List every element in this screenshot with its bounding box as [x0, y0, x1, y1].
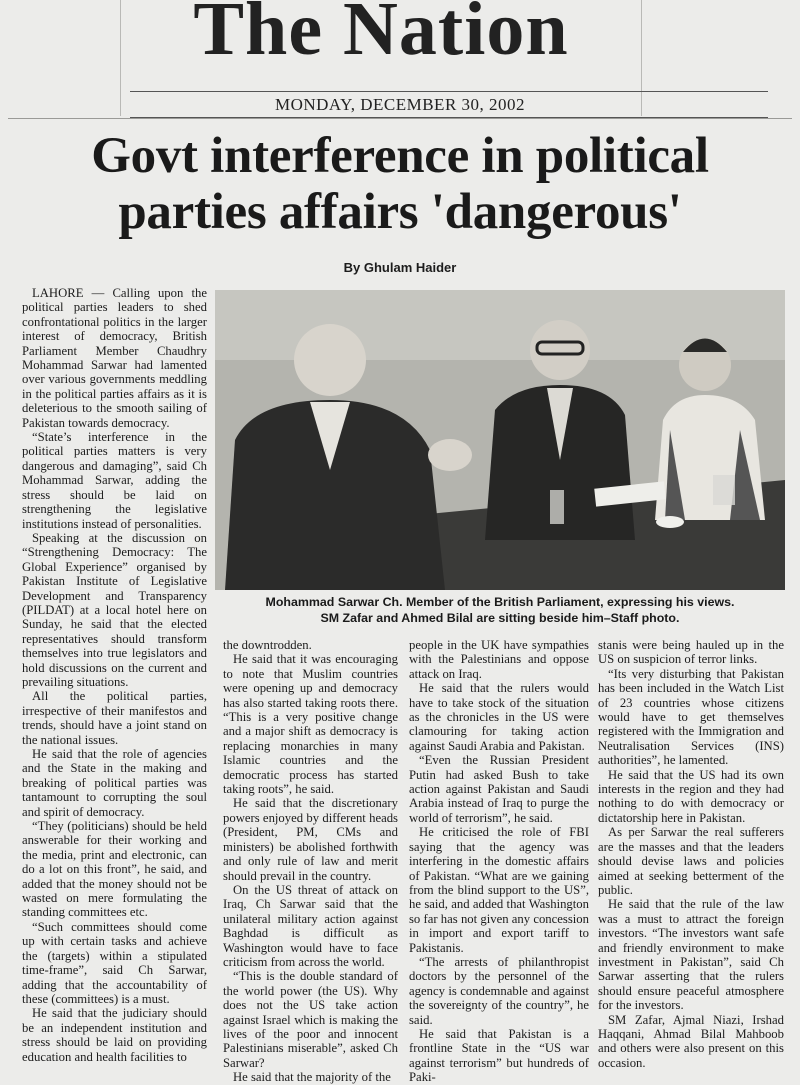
article-paragraph: “State’s interference in the political parties matters is very dangerous and damaging”, said Ch Mohammad Sarwar, adding the stress should be laid on strengthening the legislative institutions instead of personalities.	[22, 430, 207, 531]
article-paragraph: He said that the rulers would have to take stock of the situation as the chronicles in the US were clamouring for taking action against Saudi Arabia and Pakistan.	[409, 681, 589, 753]
article-paragraph: people in the UK have sympathies with the Palestinians and oppose attack on Iraq.	[409, 638, 589, 681]
article-paragraph: As per Sarwar the real sufferers are the masses and that the leaders should devise laws and policies aimed at seeking betterment of the public.	[598, 825, 784, 897]
dateline: MONDAY, DECEMBER 30, 2002	[274, 95, 526, 114]
article-paragraph: He said that Pakistan is a frontline State in the “US war against terrorism” but hundreds of Paki-	[409, 1026, 589, 1085]
headline	[30, 128, 770, 240]
article-column-2	[223, 638, 398, 1085]
article-paragraph: the downtrodden.	[223, 638, 312, 652]
newspaper-title: The Nation	[193, 0, 569, 71]
article-paragraph: “This is the double standard of the world power (the US). Why does not the US take action against Israel which is making the lives of the poor and innocent Palestinians miserable”, asked Ch Sarwar?	[223, 969, 398, 1070]
article-paragraph: He said that it was encouraging to note that Muslim countries were opening up and democracy has also started taking roots there. “This is a very positive change and a major shift as democracy is replacing monarchies in many Islamic countries and the democratic process has started taking roots”, he said.	[223, 652, 398, 797]
article-paragraph: He said that the US had its own interests in the region and they had nothing to do with democracy or dictatorship here in Pakistan.	[598, 767, 784, 825]
article-column-3	[409, 638, 589, 1085]
article-paragraph: LAHORE — Calling upon the political parties leaders to shed confrontational politics in the larger interest of democracy, British Parliament Member Chaudhry Mohammad Sarwar had lamented over various governments meddling in the political parties affairs as it is deleterious to the smooth sailing of Pakistan towards democracy.	[22, 286, 207, 430]
caption-line: SM Zafar and Ahmed Bilal are sitting beside him–Staff photo.	[320, 611, 680, 625]
headline-line: Govt interference in political	[91, 128, 709, 184]
article-photo	[215, 290, 785, 590]
article-paragraph: “Such committees should come up with certain tasks and achieve the (targets) within a stipulated time-frame”, said Ch Sarwar, adding that the accountability of these (committees) is a must.	[22, 919, 207, 1006]
article-paragraph: He said that the role of agencies and the State in the making and breaking of political parties was tantamount to corrupting the soul and spirit of democracy.	[22, 747, 207, 819]
article-paragraph: He said that the majority of the	[233, 1070, 391, 1085]
article-paragraph: Speaking at the discussion on “Strengthening Democracy: The Global Experience” organised by Pakistan Institute of Legislative Development and Transparency (PILDAT) at a local hotel here on Sunday, he said that the elected representatives should transform themselves into true legislators and hold discussions on the current and prevailing situations.	[22, 530, 207, 689]
byline: By Ghulam Haider	[343, 260, 457, 275]
article-paragraph: On the US threat of attack on Iraq, Ch Sarwar said that the unilateral military action against Baghdad is difficult as Washington would have to face criticism from across the world.	[223, 882, 398, 969]
article-paragraph: He said that the discretionary powers enjoyed by different heads (President, PM, CMs and ministers) be abolished forthwith and only rule of law and merit should prevail in the country.	[223, 796, 398, 883]
photo-caption	[215, 594, 785, 626]
masthead-rule	[130, 91, 768, 92]
photo-illustration	[215, 290, 785, 590]
article-paragraph: He said that the judiciary should be an independent institution and stress should be laid on providing education and health facilities to	[22, 1006, 207, 1064]
article-column-4	[598, 638, 784, 1071]
article-paragraph: He criticised the role of FBI saying that the agency was interfering in the domestic affairs of Pakistan. “What are we gaining from the blind support to the US”, he said, and added that Washington so far has not given any concession in import and export tariff to Pakistanis.	[409, 825, 589, 955]
article-paragraph: SM Zafar, Ajmal Niazi, Irshad Haqqani, Ahmad Bilal Mahboob and others were also present on this occasion.	[598, 1012, 784, 1070]
article-paragraph: He said that the rule of the law was a must to attract the foreign investors. “The investors want safe and friendly environment to make investment in Pakistan”, said Ch Sarwar asserting that the rulers should ensure peaceful atmosphere for the investors.	[598, 897, 784, 1013]
headline-line: parties affairs 'dangerous'	[118, 184, 682, 240]
article-paragraph: “They (politicians) should be held answerable for their working and the media, print and electronic, can do a lot on this front”, he said, and added that the money should not be wasted on mere formulating the standing committees etc.	[22, 819, 207, 920]
article-paragraph: “The arrests of philanthropist doctors by the personnel of the agency is condemnable and against the sovereignty of the country”, he said.	[409, 954, 589, 1027]
article-paragraph: stanis were being hauled up in the US on suspicion of terror links.	[598, 638, 784, 667]
article-column-1	[22, 286, 207, 1071]
caption-line: Mohammad Sarwar Ch. Member of the British Parliament, expressing his views.	[265, 595, 735, 609]
article-paragraph: “Its very disturbing that Pakistan has been included in the Watch List of 23 countries whose citizens would have to get themselves registered with the Immigration and Neutralisation Services (INS) authorities”, he lamented.	[598, 666, 784, 768]
article-paragraph: “Even the Russian President Putin had asked Bush to take action against Pakistan and Saudi Arabia instead of Iraq to purge the world of terrorism”, he said.	[409, 753, 589, 825]
article-paragraph: All the political parties, irrespective of their manifestos and trends, should have a joint stand on the national issues.	[22, 689, 207, 747]
